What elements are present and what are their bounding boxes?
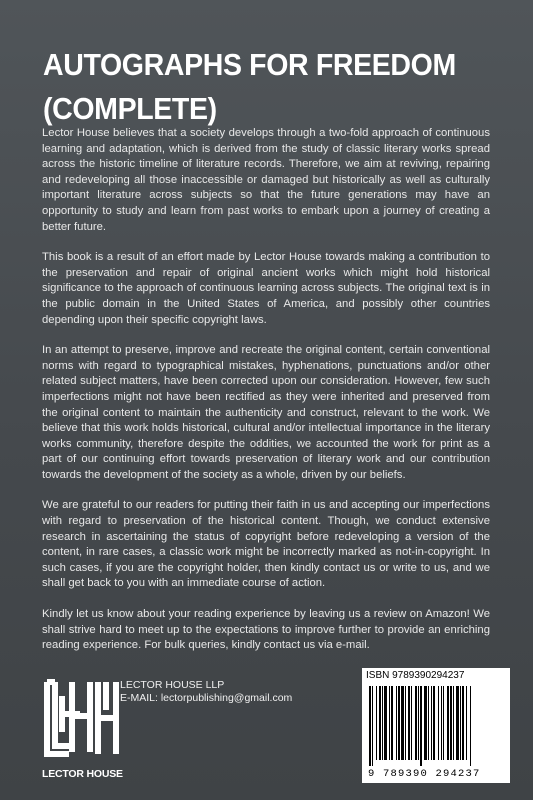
blurb-paragraph-4: We are grateful to our readers for putting their faith in us and accepting our imperfections with regard to preservation of the historical content. Though, we conduct extensive research in ascertaining the status of copyright before redeveloping a version of the content, in rare cases, a classic work might be incorrectly marked as not-in-copyright. In such cases, if you are the copyright holder, then kindly contact us or write to us, and we shall get back to you with an immediate course of action.	[42, 499, 490, 590]
book-title-line-2: (COMPLETE)	[43, 91, 217, 126]
logo-wordmark: LECTOR HOUSE	[42, 768, 123, 780]
barcode-icon	[365, 684, 507, 768]
blurb-paragraph-5: Kindly let us know about your reading experience by leaving us a review on Amazon! We shall strive hard to meet up to the expectations to improve further to provide an enriching reading experience. For bulk queries, kindly contact us via e-mail.	[42, 608, 490, 652]
blurb-paragraph-1: Lector House believes that a society develops through a two-fold approach of continuous learning and adaptation, which is derived from the study of classic literary works spread across the historic timeline of literature records. Therefore, we aim at reviving, repairing and redeveloping all those inaccessible or damaged but historically as well as culturally important literature across subjects so that the future generations may have an opportunity to study and learn from past works to embark upon a journey of creating a better future.	[42, 127, 490, 233]
publisher-name: LECTOR HOUSE LLP	[120, 679, 225, 691]
blurb-paragraph-3: In an attempt to preserve, improve and recreate the original content, certain conventional norms with regard to typographical mistakes, hyphenations, punctuations and/or other related subject matters, have been corrected upon our consideration. However, few such imperfections might not have been rectified as they were inherited and preserved from the original content to maintain the authenticity and construct, relevant to the work. We believe that this work holds historical, cultural and/or intellectual importance in the literary works community, therefore despite the oddities, we accounted the work for print as a part of our continuing effort towards preservation of literary work and our contribution towards the development of the society as a whole, driven by our beliefs.	[42, 344, 490, 481]
blurb-text	[42, 126, 490, 654]
isbn-label: ISBN 9789390294237	[366, 670, 465, 681]
publisher-email: E-MAIL: lectorpublishing@gmail.com	[120, 692, 293, 704]
book-title-line-1: AUTOGRAPHS FOR FREEDOM	[43, 47, 456, 82]
book-title	[43, 43, 466, 131]
blurb-paragraph-2: This book is a result of an effort made by Lector House towards making a contribution to the preservation and repair of original ancient works which might hold historical significance to the approach of continuous learning across subjects. The original text is in the public domain in the United States of America, and possibly other countries depending upon their specific copyright laws.	[42, 251, 490, 326]
publisher-contact	[120, 679, 292, 705]
barcode-digits: 9 789390 294237	[368, 768, 481, 780]
